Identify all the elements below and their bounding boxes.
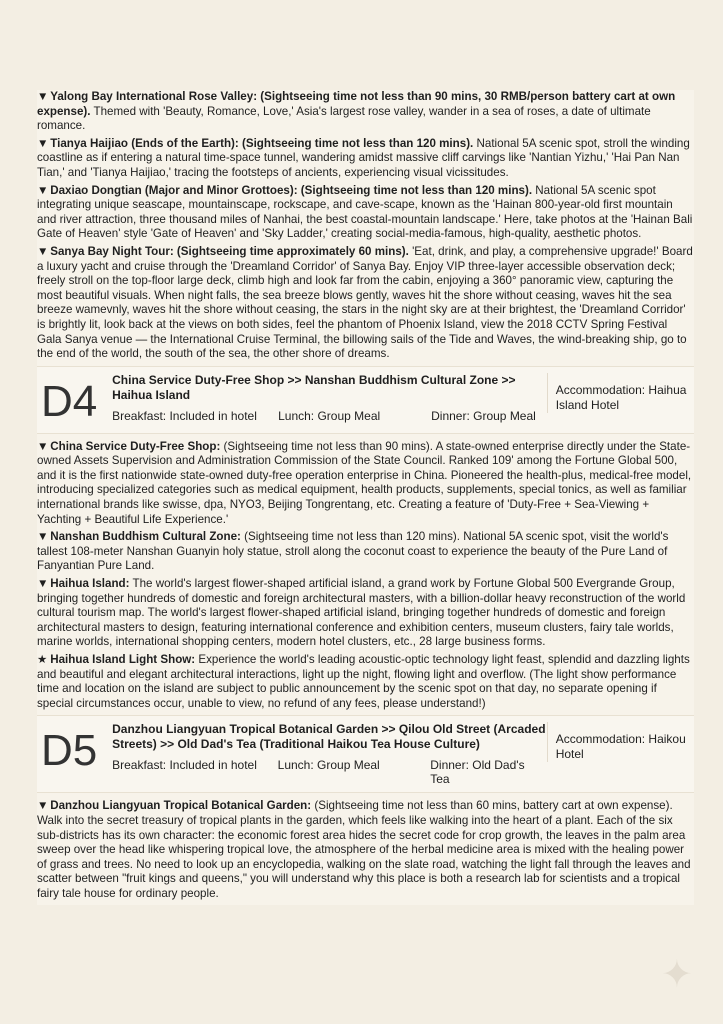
dinner-text: Dinner: Group Meal <box>431 408 536 423</box>
triangle-marker-icon: ▼ <box>37 136 49 150</box>
item-body: The world's largest flower-shaped artificial island, a grand work by Fortune Global 500 Evergrande Group, bringing together hundreds of domestic and foreign architectural masters, with a billion-dollar heavy reconstruction of the world cultural tourism map. The world's largest flower-shaped artificial island, bringing together hundreds of domestic and foreign architectural masters to design, featuring international conference and exhibition centers, museum clusters, fairy tale worlds, marine worlds, international shopping centers, modern hotel clusters, etc., 28 large business forms. <box>37 577 686 649</box>
sparkle-icon: ✦ <box>661 954 693 996</box>
star-marker-icon: ★ <box>37 653 48 666</box>
list-item <box>37 577 694 650</box>
meals-row <box>112 409 547 423</box>
triangle-marker-icon: ▼ <box>37 530 49 544</box>
list-item <box>37 137 694 181</box>
item-body: National 5A scenic spot, stroll the winding coastline as if entering a natural time-space tunnel, wandering amidst massive cliff carvings like 'Nantian Yizhu,' 'Hai Pan Nan Tian,' and 'Tianya Haijiao,' tracing the footsteps of ancients, experiencing visual vicissitudes. <box>37 136 690 179</box>
item-body: (Sightseeing time not less than 60 mins, battery cart at own expense). Walk into the secret treasury of tropical plants in the garden, which feels like walking into the heart of a plant. Each of the six sub-districts has its own character: the economic forest area hides the secret code for crop growth, the leaves in the palm area sweep over the head like whispering tropical love, the atmosphere of the herbal medicine area is mixed with the healing power of grass and trees. No need to look up an encyclopedia, walking on the slate road, watching the light fall through the leaves and scatter between "fruit kings and queens," you will understand why this place is both a research lab for scientists and a tropical fairy tale house for ordinary people. <box>37 799 691 900</box>
list-item <box>37 245 694 362</box>
item-body: Experience the world's leading acoustic-optic technology light feast, splendid and dazzling lights and beautiful and elegant architectural interactions, light up the night, flowing light and overflow. (The light show performance time and location on the island are subject to public announcement by the scenic spot on that day, no separate opening if special circumstances occur, unable to view, no refund of any fees, please understand!) <box>37 653 690 710</box>
triangle-marker-icon: ▼ <box>37 439 49 453</box>
item-body: (Sightseeing time not less than 120 mins). National 5A scenic spot, visit the world's tallest 108-meter Nanshan Guanyin holy statue, stroll along the coconut coast to experience the beauty of the Pure Land of Fanyantian Pure Land. <box>37 530 669 573</box>
meals-row <box>112 758 547 786</box>
accommodation-text: Accommodation: Haihua Island Hotel <box>547 373 694 413</box>
itinerary-page <box>37 90 694 905</box>
triangle-marker-icon: ▼ <box>37 244 49 258</box>
item-body: Themed with 'Beauty, Romance, Love,' Asia's largest rose valley, wander in a sea of roses, a date of ultimate romance. <box>37 104 651 133</box>
item-title: Daxiao Dongtian (Major and Minor Grottoes): (Sightseeing time not less than 120 mins). <box>50 183 533 197</box>
triangle-marker-icon: ▼ <box>37 183 49 197</box>
accommodation-text: Accommodation: Haikou Hotel <box>547 722 694 762</box>
triangle-marker-icon: ▼ <box>37 577 49 591</box>
item-body: National 5A scenic spot integrating unique seascape, mountainscape, rockscape, and cave-scape, known as the 'Hainan 800-year-old first mountain and river attraction, three thousand miles of Nanhai, the best coastal-mountain landscape.' Here, take photos at the 'Hainan Bali Gate of Heaven' style 'Gate of Heaven' and 'Sky Ladder,' creating social-media-famous, high-quality, aesthetic photos. <box>37 183 693 241</box>
list-item <box>37 530 694 574</box>
item-title: Danzhou Liangyuan Tropical Botanical Garden: <box>50 799 312 813</box>
day3-section <box>37 90 694 362</box>
breakfast-text: Breakfast: Included in hotel <box>112 408 257 423</box>
item-title: Sanya Bay Night Tour: (Sightseeing time approximately 60 mins). <box>50 244 409 258</box>
day-number: D5 <box>41 726 98 776</box>
item-title: China Service Duty-Free Shop: <box>50 439 221 453</box>
dinner-text: Dinner: Old Dad's Tea <box>430 758 525 787</box>
day-route-title: Danzhou Liangyuan Tropical Botanical Garden >> Qilou Old Street (Arcaded Streets) >> Old Dad's Tea (Traditional Haikou Tea House Culture) <box>112 722 546 752</box>
day5-header <box>37 715 694 793</box>
triangle-marker-icon: ▼ <box>37 90 49 103</box>
breakfast-text: Breakfast: Included in hotel <box>112 758 257 773</box>
triangle-marker-icon: ▼ <box>37 799 49 813</box>
day-info <box>112 373 547 423</box>
day5-section <box>37 799 694 901</box>
day-info <box>112 722 547 786</box>
list-item <box>37 653 694 711</box>
day4-header <box>37 366 694 434</box>
list-item <box>37 184 694 242</box>
item-title: Nanshan Buddhism Cultural Zone: <box>50 530 241 544</box>
item-title: Haihua Island: <box>50 577 130 591</box>
item-title: Haihua Island Light Show: <box>50 653 196 666</box>
lunch-text: Lunch: Group Meal <box>278 408 381 423</box>
item-title: Tianya Haijiao (Ends of the Earth): (Sightseeing time not less than 120 mins). <box>50 136 474 150</box>
list-item <box>37 90 694 134</box>
day4-section <box>37 440 694 712</box>
day-route-title: China Service Duty-Free Shop >> Nanshan Buddhism Cultural Zone >> Haihua Island <box>112 372 516 402</box>
item-title: Yalong Bay International Rose Valley: (Sightseeing time not less than 90 mins, 30 RMB/person battery cart at own expense). <box>37 90 676 118</box>
list-item <box>37 799 694 901</box>
day-number: D4 <box>41 376 98 426</box>
item-body: (Sightseeing time not less than 90 mins). A state-owned enterprise directly under the State-owned Assets Supervision and Administration Commission of the State Council. Ranked 109' among the Fortune Global 500, and it is the first nationwide state-owned duty-free operation enterprise in China. Pioneered the health-plus, medical-free model, introducing specialized categories such as medical equipment, health products, supplements, special tonics, as well as familiar international brands like swisse, dpa, NYO3, Beijing Tongrentang, etc. Creating a feature of 'Duty-Free + Sea-Viewing + Yachting + Beautiful Life Experience.' <box>37 439 692 526</box>
item-body: 'Eat, drink, and play, a comprehensive upgrade!' Board a luxury yacht and cruise through the 'Dreamland Corridor' of Sanya Bay. Enjoy VIP three-layer accessible observation deck; freely stroll on the top-floor large deck, climb high and look far from the cabin, enjoying a 360° panoramic view, capturing the most beautiful visuals. When night falls, the sea breeze blows gently, waves hit the shore without ceasing, waves hit the sea breeze wamevnly, waves hit the shore without ceasing, the stars in the night sky are at their brightest, the 'Dreamland Corridor' is brightly lit, look back at the views on both sides, feel the phantom of Phoenix Island, view the 2018 CCTV Spring Festival Gala Sanya venue — the International Cruise Terminal, the billowing sails of the Tide and Waves, the wind-breaking ship, go to the end of the world, the south of the sea, the other shore of dreams. <box>37 244 693 361</box>
lunch-text: Lunch: Group Meal <box>277 758 380 773</box>
list-item <box>37 440 694 528</box>
